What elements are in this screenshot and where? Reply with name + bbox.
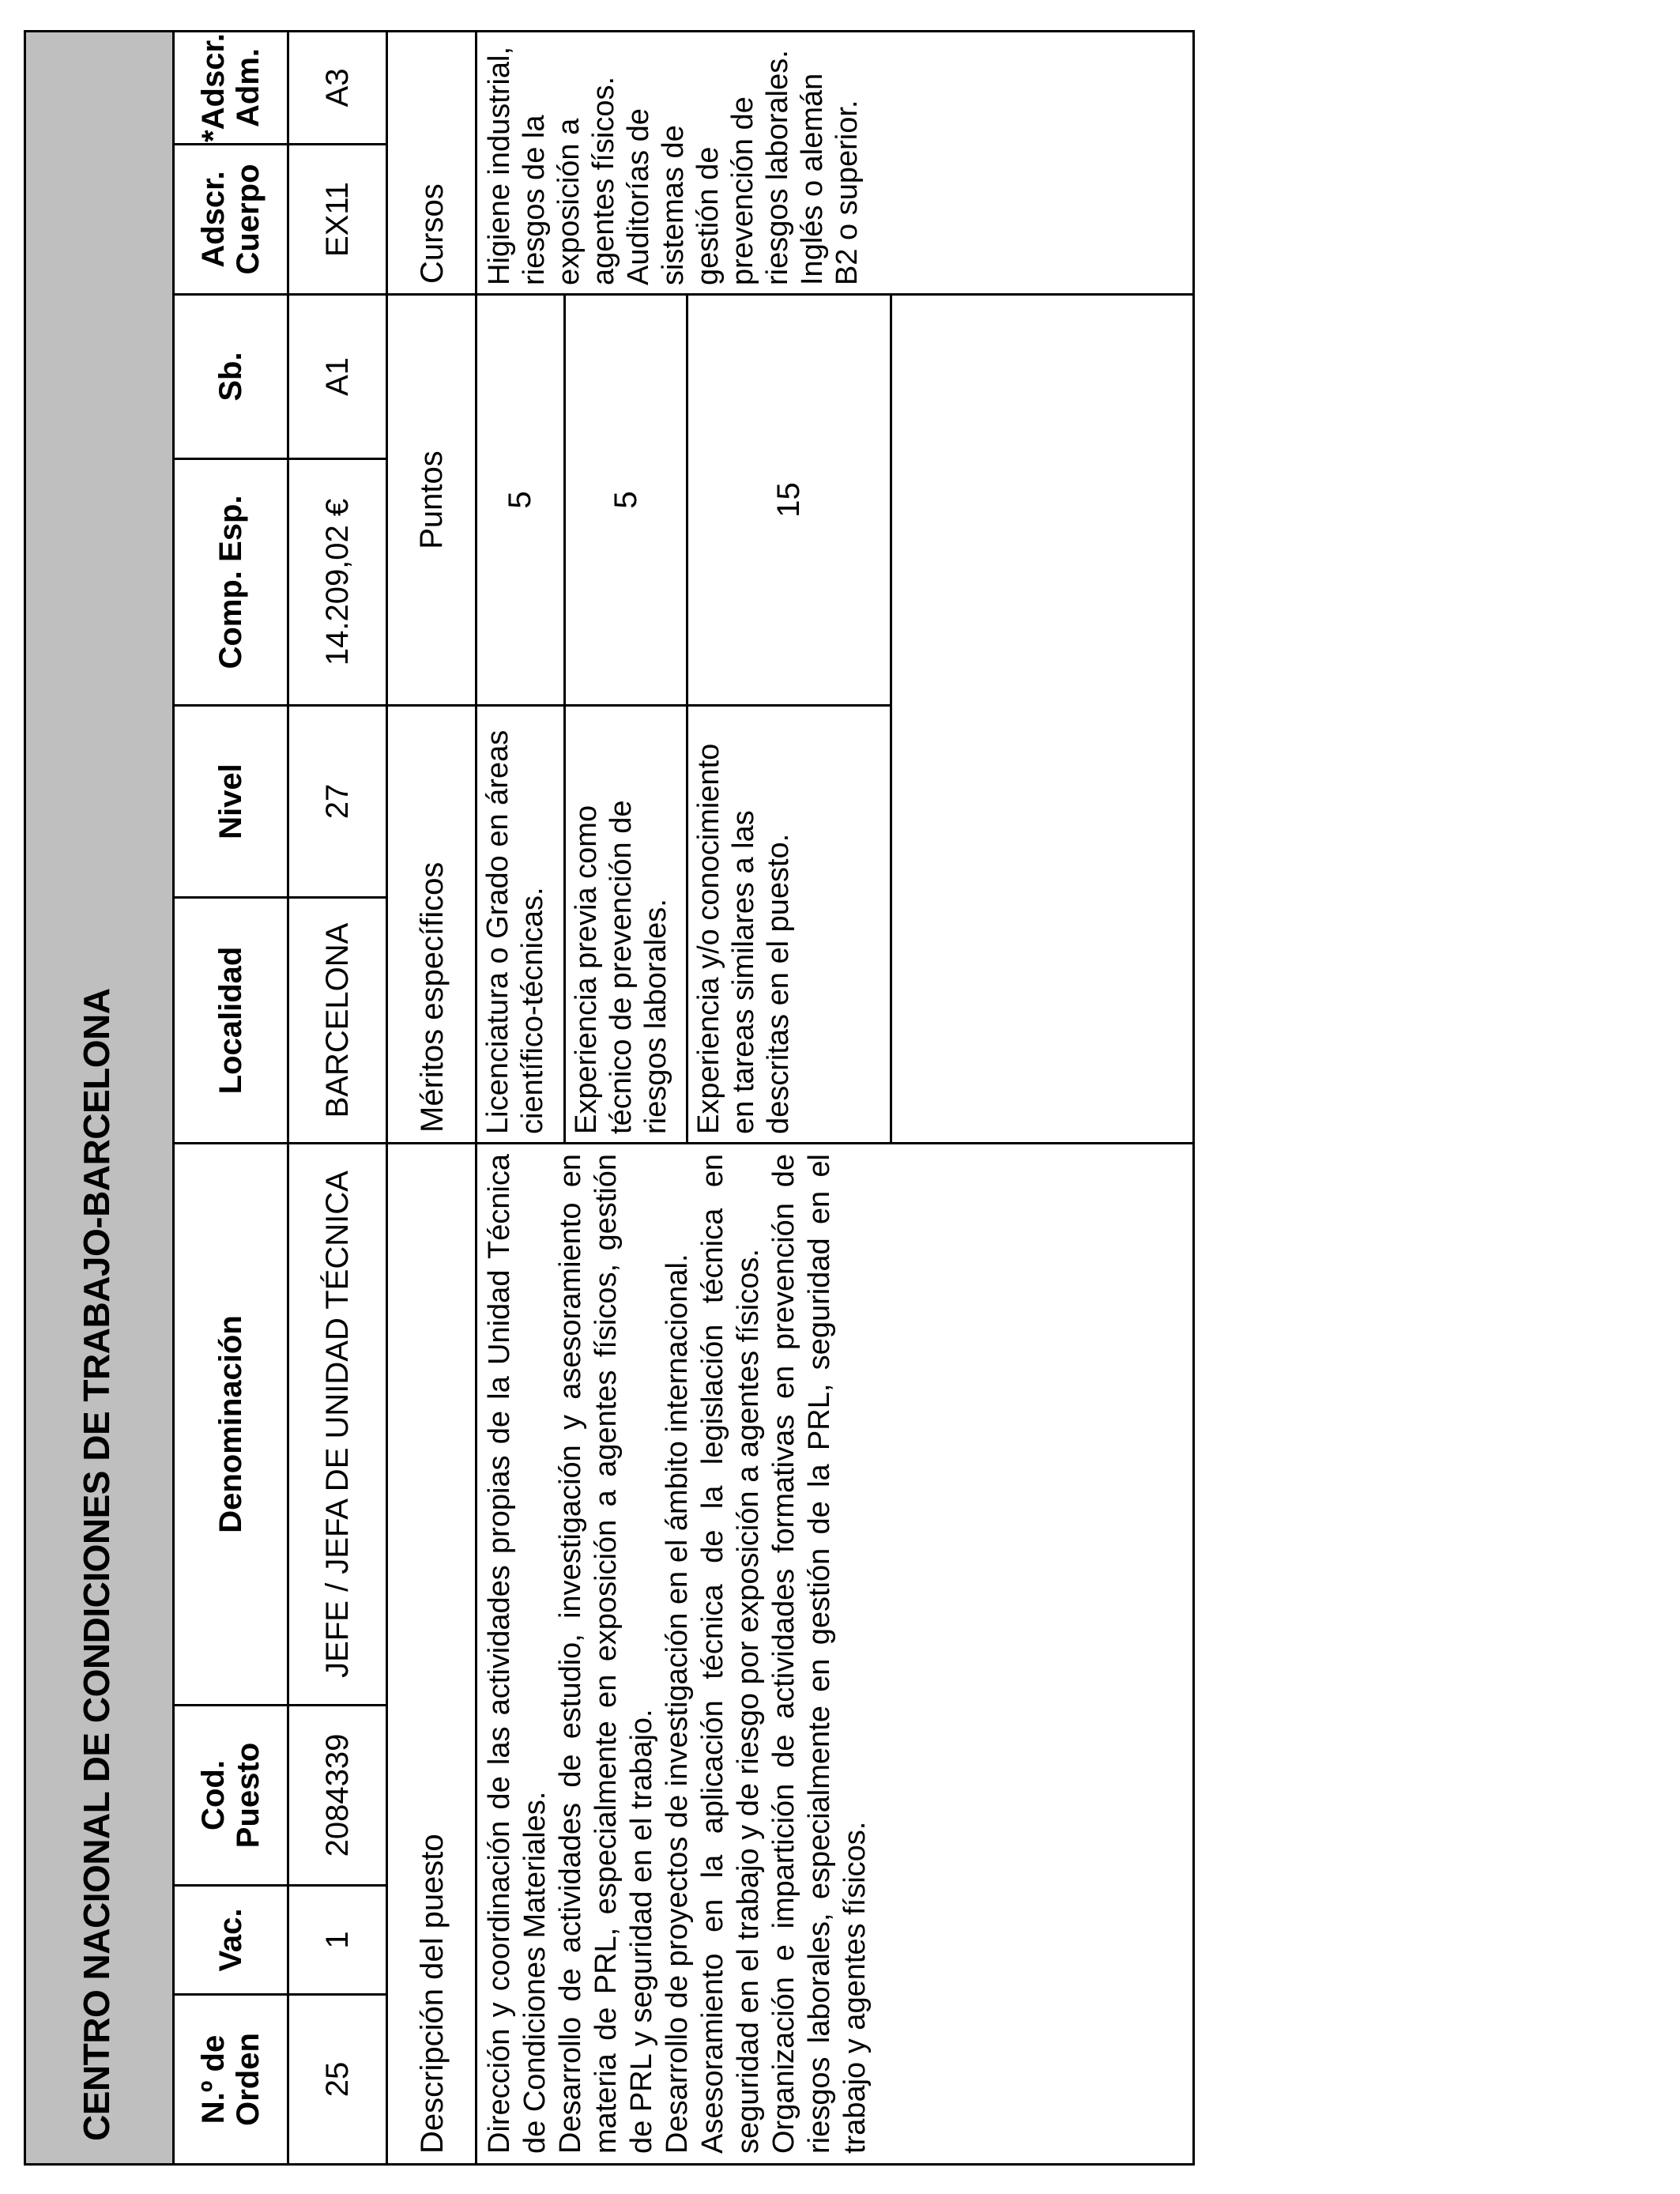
descripcion-item: Organización e impartición de actividades formativas en prevención de riesgos laborales, especialmente en gestión de la PRL, seguridad en el trabajo y agentes físicos. bbox=[767, 1154, 872, 2154]
curso-item: Inglés o alemán B2 o superior. bbox=[796, 73, 864, 285]
merito-3-text: Experiencia y/o conocimiento en tareas similares a las descritas en el puesto. bbox=[688, 704, 892, 1142]
label-puntos: Puntos bbox=[388, 293, 477, 704]
descripcion-item: Dirección y coordinación de las actividades propias de la Unidad Técnica de Condiciones Materiales. bbox=[483, 1154, 552, 2154]
merito-2-puntos: 5 bbox=[566, 293, 688, 704]
descripcion-text bbox=[477, 1142, 1192, 2163]
value-orden: 25 bbox=[289, 1993, 388, 2163]
value-cod-puesto: 2084339 bbox=[289, 1704, 388, 1884]
value-denominacion: JEFE / JEFA DE UNIDAD TÉCNICA bbox=[289, 1142, 388, 1704]
value-comp-esp: 14.209,02 € bbox=[289, 458, 388, 704]
value-adscr-adm: A3 bbox=[289, 32, 388, 143]
meritos-empty-area bbox=[892, 293, 1192, 1142]
descripcion-item: Asesoramiento en la aplicación técnica de la legislación técnica en seguridad en el trabajo y de riesgo por exposición a agentes físicos. bbox=[696, 1154, 765, 2154]
merito-1-puntos: 5 bbox=[477, 293, 566, 704]
label-cursos: Cursos bbox=[388, 32, 477, 293]
cursos-text bbox=[477, 32, 1192, 293]
value-localidad: BARCELONA bbox=[289, 896, 388, 1142]
value-sb: A1 bbox=[289, 293, 388, 458]
value-adscr-cuerpo: EX11 bbox=[289, 143, 388, 293]
header-vac: Vac. bbox=[175, 1884, 289, 1993]
header-sb: Sb. bbox=[175, 293, 289, 458]
merito-3-puntos: 15 bbox=[688, 293, 892, 704]
header-cod-puesto: Cod. Puesto bbox=[175, 1704, 289, 1884]
position-table bbox=[24, 30, 1195, 2166]
centre-title: CENTRO NACIONAL DE CONDICIONES DE TRABAJO-BARCELONA bbox=[76, 988, 117, 2141]
descripcion-item: Desarrollo de proyectos de investigación en el ámbito internacional. bbox=[661, 1253, 694, 2154]
header-orden: N.º de Orden bbox=[175, 1993, 289, 2163]
header-adscr-adm: *Adscr. Adm. bbox=[175, 32, 289, 143]
value-vac: 1 bbox=[289, 1884, 388, 1993]
header-comp-esp: Comp. Esp. bbox=[175, 458, 289, 704]
label-descripcion: Descripción del puesto bbox=[388, 1142, 477, 2163]
title-band bbox=[26, 32, 175, 2163]
header-localidad: Localidad bbox=[175, 896, 289, 1142]
label-meritos: Méritos específicos bbox=[388, 704, 477, 1142]
curso-item: Higiene industrial, riesgos de la exposición a agentes físicos. bbox=[483, 46, 620, 285]
header-nivel: Nivel bbox=[175, 704, 289, 896]
curso-item: Auditorías de sistemas de gestión de prevención de riesgos laborales. bbox=[622, 50, 794, 285]
header-adscr-cuerpo: Adscr. Cuerpo bbox=[175, 143, 289, 293]
descripcion-item: Desarrollo de actividades de estudio, investigación y asesoramiento en materia de PRL, especialmente en exposición a agentes físicos, gestión de PRL y seguridad en el trabajo. bbox=[554, 1154, 658, 2154]
value-nivel: 27 bbox=[289, 704, 388, 896]
merito-1-text: Licenciatura o Grado en áreas científico-técnicas. bbox=[477, 704, 566, 1142]
header-denominacion: Denominación bbox=[175, 1142, 289, 1704]
merito-2-text: Experiencia previa como técnico de prevención de riesgos laborales. bbox=[566, 704, 688, 1142]
